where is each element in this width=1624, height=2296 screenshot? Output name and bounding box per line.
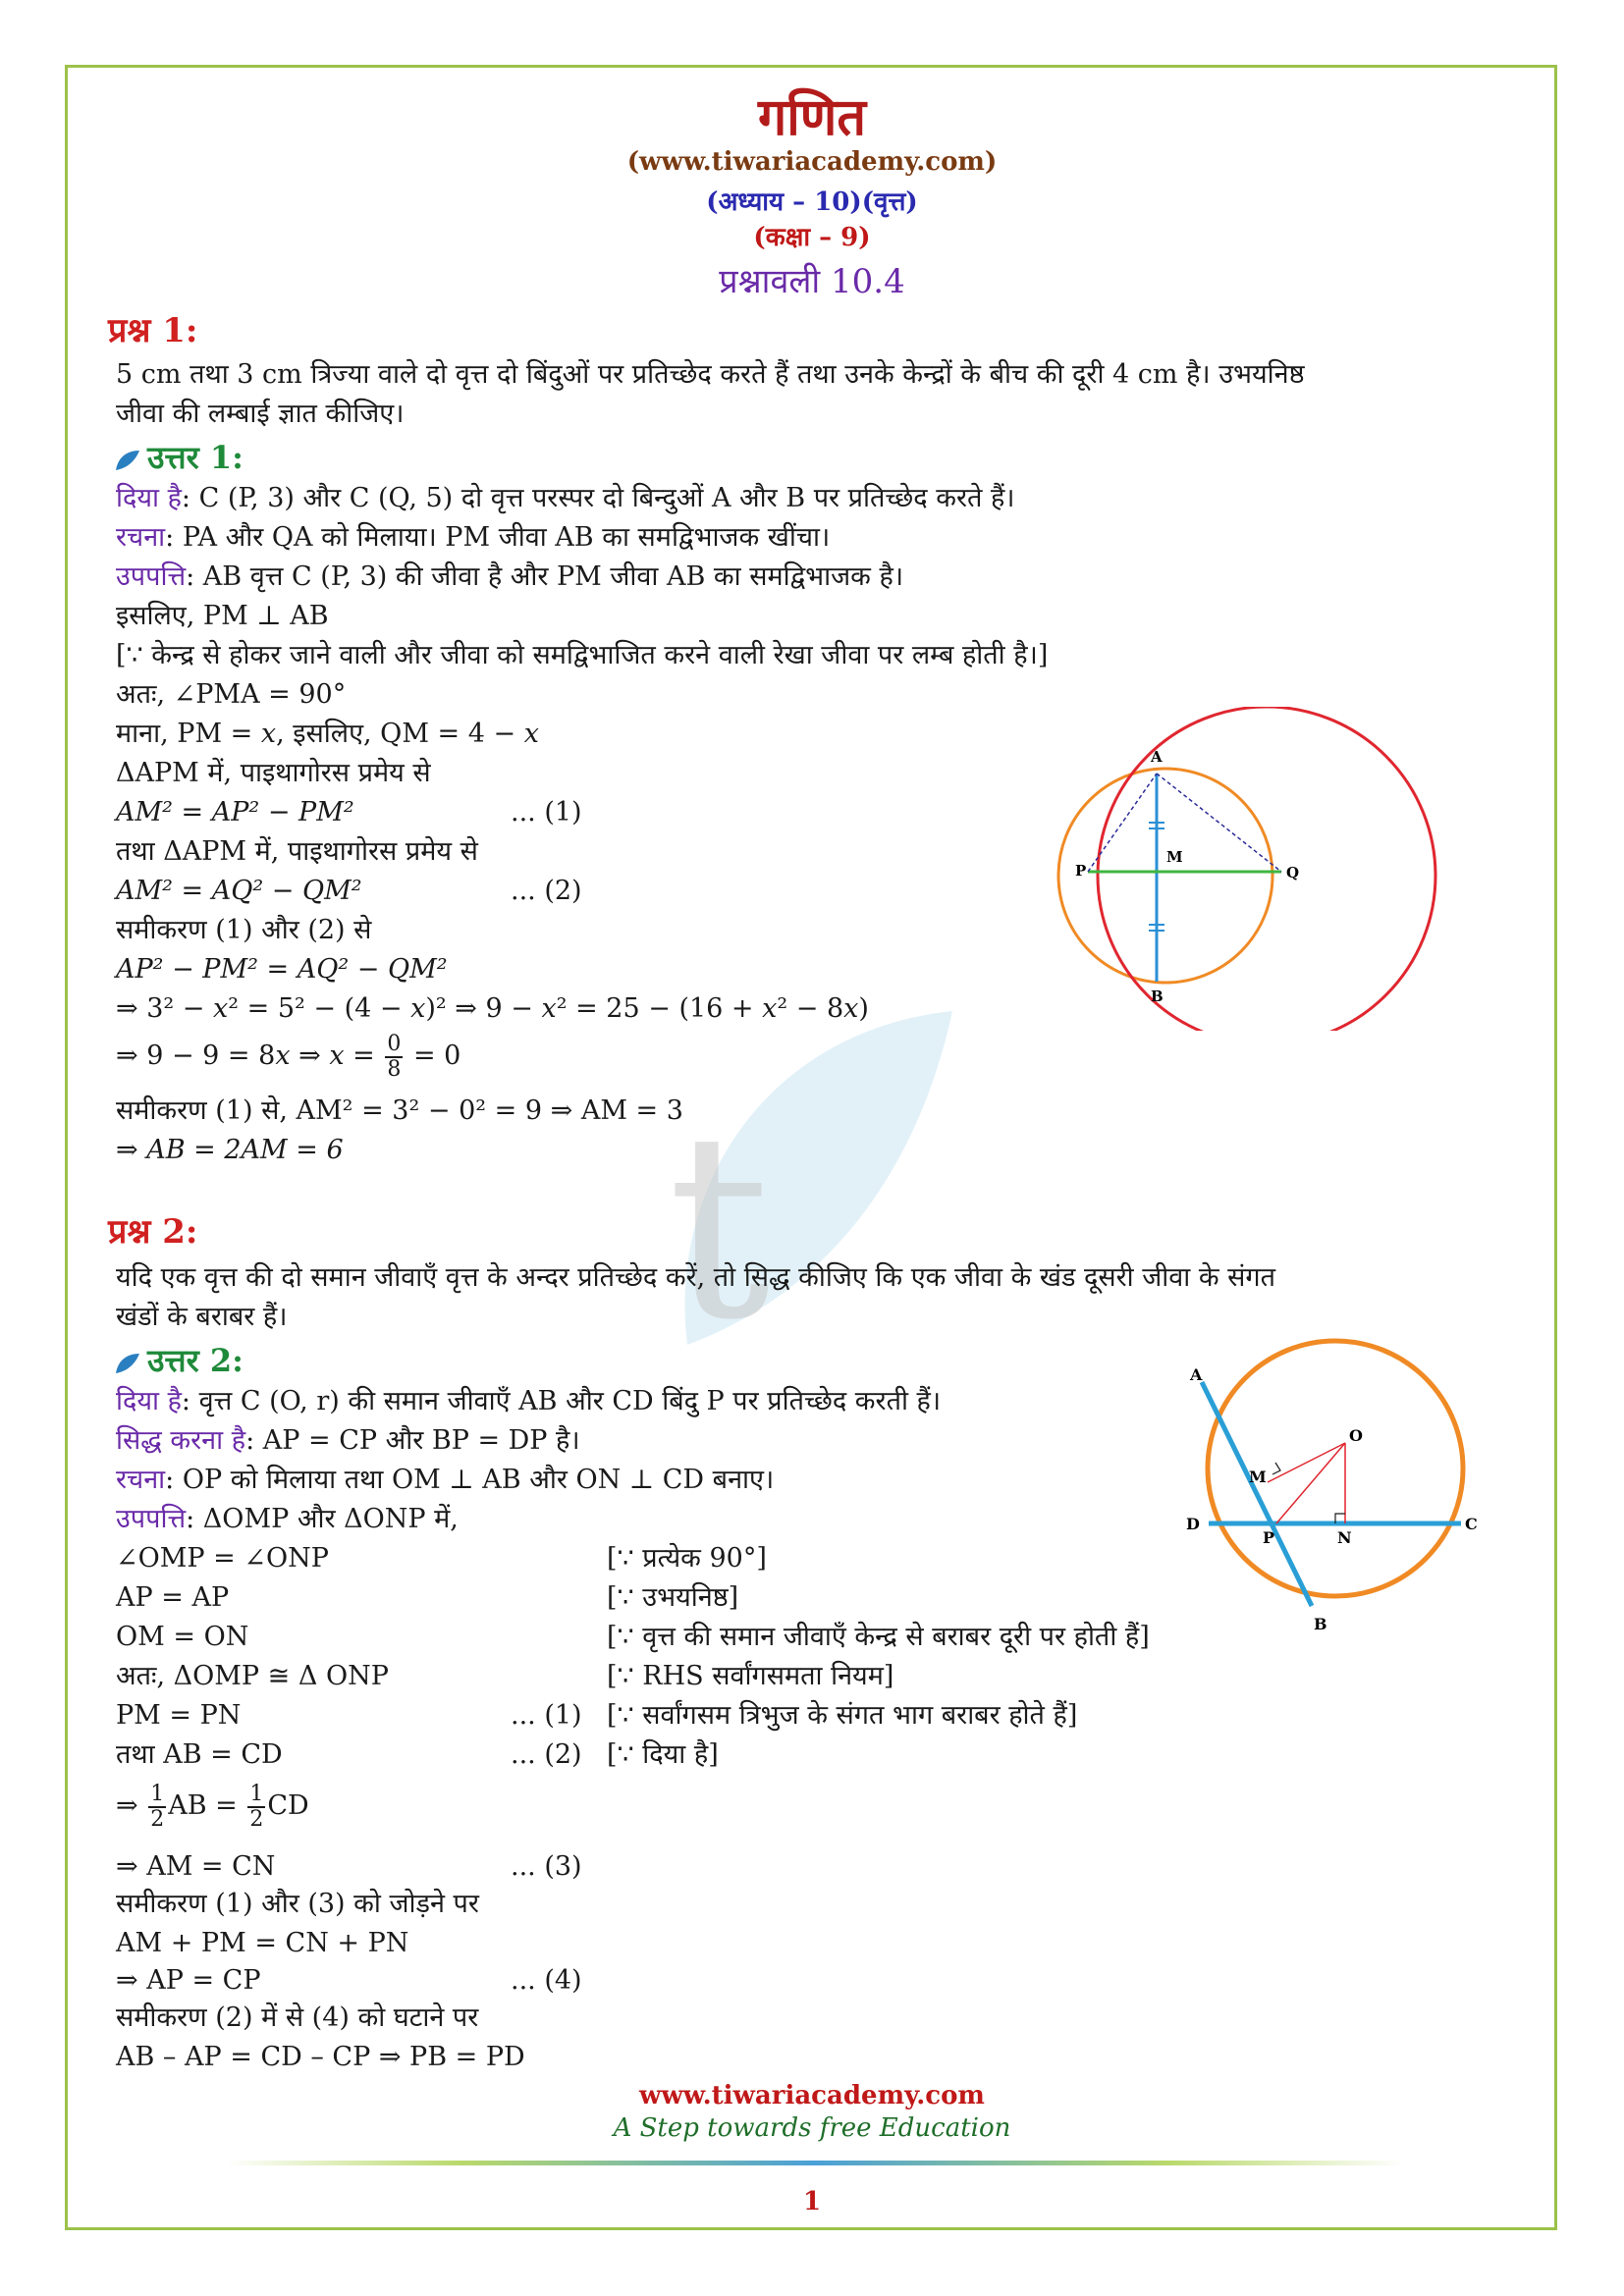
figure-equal-chords bbox=[1168, 1335, 1492, 1629]
proof-2-reason: [∵ दिया है] bbox=[607, 1739, 719, 1770]
class-label: (कक्षा – 9) bbox=[753, 223, 871, 252]
label-o: O bbox=[1349, 1426, 1363, 1445]
exercise-title: प्रश्नावली 10.4 bbox=[719, 262, 905, 301]
proof-1-line: समीकरण (1) से, AM² = 3² − 0² = 9 ⇒ AM = 3 bbox=[116, 1095, 683, 1126]
proof-1-line: इसलिए, PM ⊥ AB bbox=[116, 601, 329, 631]
proof-1-line: अतः, ∠PMA = 90° bbox=[116, 679, 347, 710]
proof-2-reason: [∵ प्रत्येक 90°] bbox=[607, 1543, 767, 1574]
label-b: B bbox=[1151, 988, 1164, 1005]
proof-2-statement: PM = PN bbox=[116, 1700, 242, 1731]
proof-2-result: AB – AP = CD – CP ⇒ PB = PD bbox=[116, 2042, 525, 2072]
proof-2-line: ⇒ AP = CP bbox=[116, 1965, 261, 1996]
proof-1-fraction-line: ⇒ 9 − 9 = 8𝑥 ⇒ 𝑥 = $\frac{0}{8}$ = 0 bbox=[116, 1031, 461, 1082]
label-d: D bbox=[1186, 1515, 1200, 1533]
equation-2: AM² = AQ² − QM² bbox=[116, 876, 362, 906]
proof-2-reason: [∵ सर्वांगसम त्रिभुज के संगत भाग बराबर होते हैं] bbox=[607, 1700, 1078, 1731]
answer-2-heading: उत्तर 2: bbox=[114, 1339, 244, 1381]
proof-1-line: AP² − PM² = AQ² − QM² bbox=[116, 954, 448, 985]
fraction: $\frac{1}{2}$ bbox=[150, 1781, 165, 1832]
equation-1: AM² = AP² − PM² bbox=[116, 797, 354, 828]
proof-1-line: ⇒ 3² − 𝑥² = 5² − (4 − 𝑥)² ⇒ 9 − 𝑥² = 25 − (16 + 𝑥² − 8𝑥) bbox=[116, 993, 869, 1024]
proof-2-tag: ... (1) bbox=[511, 1700, 582, 1731]
proof-2-reason: [∵ RHS सर्वांगसमता नियम] bbox=[607, 1661, 894, 1691]
proof-2-reason: [∵ वृत्त की समान जीवाएँ केन्द्र से बराबर दूरी पर होती हैं] bbox=[607, 1622, 1150, 1652]
figure-intersecting-circles bbox=[982, 707, 1453, 1031]
footer-site-url[interactable]: www.tiwariacademy.com bbox=[639, 2081, 985, 2110]
chapter-label: (अध्याय – 10)(वृत्त) bbox=[706, 187, 918, 217]
label-m: M bbox=[1249, 1468, 1267, 1486]
footer-tagline: A Step towards free Education bbox=[613, 2113, 1011, 2143]
proof-2-line: ⇒ AM = CN bbox=[116, 1851, 276, 1882]
proof-2-tag: ... (4) bbox=[511, 1965, 582, 1996]
construction-2: रचना: OP को मिलाया तथा OM ⊥ AB और ON ⊥ CD बनाए। bbox=[116, 1465, 775, 1495]
question-2-text-cont: खंडों के बराबर हैं। bbox=[116, 1302, 288, 1332]
fraction: $\frac{1}{2}$ bbox=[249, 1781, 264, 1832]
question-1-text-cont: जीवा की लम्बाई ज्ञात कीजिए। bbox=[116, 399, 405, 429]
proof-2-line: समीकरण (2) में से (4) को घटाने पर bbox=[116, 2002, 479, 2033]
proof-2-statement: ∠OMP = ∠ONP bbox=[116, 1543, 329, 1574]
proof-2-half-line: ⇒ $\frac{1}{2}$ AB = $\frac{1}{2}$ CD bbox=[116, 1781, 309, 1832]
proof-1: उपपत्ति: AB वृत्त C (P, 3) की जीवा है और PM जीवा AB का समद्विभाजक है। bbox=[116, 561, 904, 592]
proof-2-tag: ... (2) bbox=[511, 1739, 582, 1770]
proof-1-line: [∵ केन्द्र से होकर जाने वाली और जीवा को समद्विभाजित करने वाली रेखा जीवा पर लम्ब होती है।] bbox=[116, 640, 1049, 670]
equation-2-tag: ... (2) bbox=[511, 876, 582, 906]
label-a: A bbox=[1190, 1365, 1203, 1384]
question-2-text: यदि एक वृत्त की दो समान जीवाएँ वृत्त के अन्दर प्रतिच्छेद करें, तो सिद्ध कीजिए कि एक जीवा के खंड दूसरी जीवा के संगत bbox=[116, 1262, 1276, 1293]
segment-om bbox=[1268, 1443, 1345, 1482]
watermark-logo bbox=[628, 991, 1001, 1364]
label-p: P bbox=[1075, 862, 1087, 880]
construction-1: रचना: PA और QA को मिलाया। PM जीवा AB का समद्विभाजक खींचा। bbox=[116, 522, 831, 553]
proof-2-statement: तथा AB = CD bbox=[116, 1739, 283, 1770]
site-url: (www.tiwariacademy.com) bbox=[626, 147, 998, 177]
page-number: 1 bbox=[802, 2187, 822, 2216]
svg-text:t: t bbox=[668, 1080, 771, 1364]
proof-2-statement: AP = AP bbox=[116, 1582, 230, 1613]
to-prove-2: सिद्ध करना है: AP = CP और BP = DP है। bbox=[116, 1425, 580, 1456]
label-c: C bbox=[1465, 1515, 1478, 1533]
proof-2-line: AM + PM = CN + PN bbox=[116, 1928, 409, 1958]
label-q: Q bbox=[1286, 864, 1300, 881]
circle-p bbox=[1058, 769, 1272, 983]
proof-2-line: समीकरण (1) और (3) को जोड़ने पर bbox=[116, 1889, 479, 1919]
page-title: गणित bbox=[758, 87, 866, 147]
label-a: A bbox=[1151, 748, 1163, 766]
question-2-heading: प्रश्न 2: bbox=[108, 1212, 198, 1252]
leaf-logo-icon bbox=[114, 449, 141, 472]
label-p: P bbox=[1263, 1528, 1275, 1547]
footer-divider bbox=[226, 2161, 1404, 2165]
fraction: $\frac{0}{8}$ bbox=[387, 1031, 402, 1082]
proof-2-reason: [∵ उभयनिष्ठ] bbox=[607, 1582, 739, 1613]
label-n: N bbox=[1337, 1528, 1352, 1547]
proof-1-line: ΔAPM में, पाइथागोरस प्रमेय से bbox=[116, 758, 431, 788]
proof-1-line: समीकरण (1) और (2) से bbox=[116, 915, 372, 945]
proof-2: उपपत्ति: ΔOMP और ΔONP में, bbox=[116, 1504, 459, 1534]
leaf-logo-icon bbox=[114, 1352, 141, 1375]
proof-2-statement: अतः, ΔOMP ≅ Δ ONP bbox=[116, 1661, 389, 1691]
given-2: दिया है: वृत्त C (O, r) की समान जीवाएँ AB और CD बिंदु P पर प्रतिच्छेद करती हैं। bbox=[116, 1386, 942, 1416]
proof-1-line: माना, PM = 𝑥, इसलिए, QM = 4 − 𝑥 bbox=[116, 719, 539, 749]
question-1-text: 5 cm तथा 3 cm त्रिज्या वाले दो वृत्त दो बिंदुओं पर प्रतिच्छेद करते हैं तथा उनके केन्द्रों के बीच की दूरी 4 cm है। उभयनिष्ठ bbox=[116, 359, 1305, 390]
proof-1-line: तथा ΔAPM में, पाइथागोरस प्रमेय से bbox=[116, 836, 478, 867]
given-1: दिया है: C (P, 3) और C (Q, 5) दो वृत्त परस्पर दो बिन्दुओं A और B पर प्रतिच्छेद करते हैं। bbox=[116, 483, 1015, 513]
proof-2-tag: ... (3) bbox=[511, 1851, 582, 1882]
question-1-heading: प्रश्न 1: bbox=[108, 311, 198, 350]
proof-1-result: ⇒ AB = 2AM = 6 bbox=[116, 1135, 344, 1165]
label-m: M bbox=[1166, 848, 1183, 866]
answer-1-heading: उत्तर 1: bbox=[114, 436, 244, 478]
proof-2-statement: OM = ON bbox=[116, 1622, 249, 1652]
label-b: B bbox=[1314, 1615, 1327, 1629]
equation-1-tag: ... (1) bbox=[511, 797, 582, 828]
chord-ab bbox=[1202, 1382, 1312, 1606]
segment-op bbox=[1276, 1443, 1345, 1523]
